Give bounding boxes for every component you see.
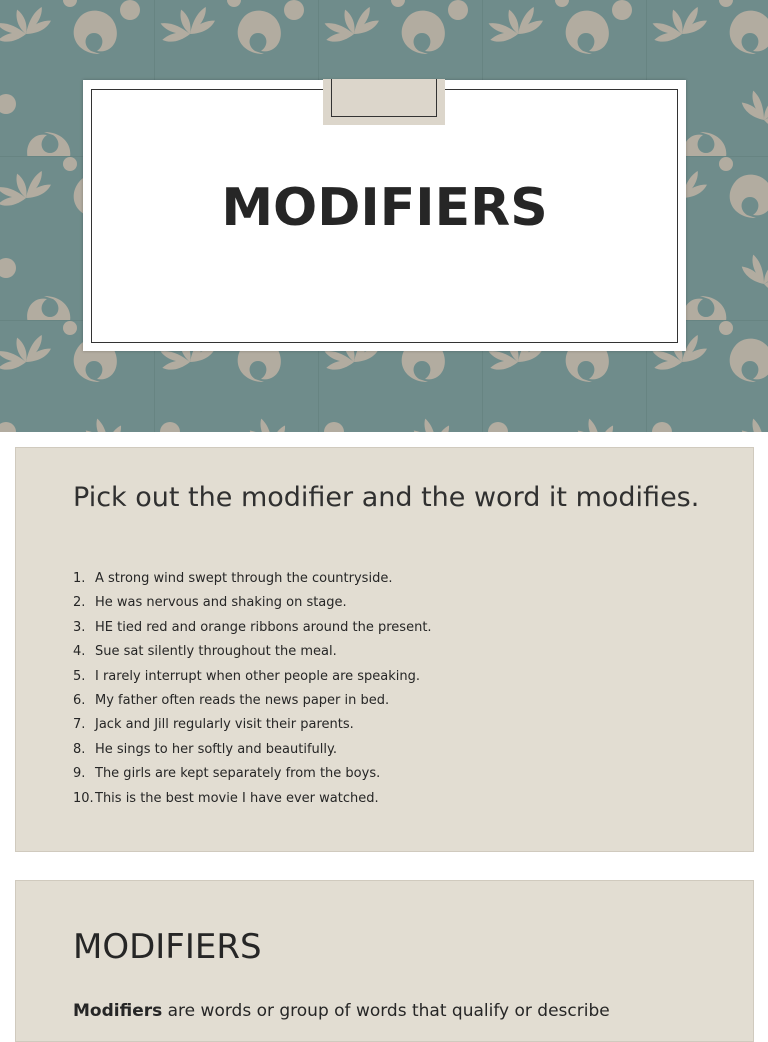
definition-slide <box>15 880 754 1042</box>
definition-heading: MODIFIERS <box>73 927 262 967</box>
exercise-item-text: HE tied red and orange ribbons around the present. <box>95 619 432 635</box>
exercise-item-text: A strong wind swept through the countryside. <box>95 571 393 586</box>
exercise-list <box>73 567 432 811</box>
exercise-item <box>73 567 432 591</box>
exercise-item <box>73 665 432 689</box>
exercise-item-text: Sue sat silently throughout the meal. <box>95 644 337 660</box>
slide-title: MODIFIERS <box>221 178 548 238</box>
exercise-heading: Pick out the modifier and the word it modifies. <box>73 482 700 513</box>
title-tab-inner <box>331 79 437 117</box>
exercise-item-number: 5. <box>73 668 86 684</box>
exercise-item-number: 7. <box>73 717 86 733</box>
title-tab-decoration <box>323 79 445 125</box>
exercise-item <box>73 762 432 786</box>
exercise-item-number: 10. <box>73 790 94 806</box>
definition-term: Modifiers <box>73 1001 163 1021</box>
exercise-item-number: 3. <box>73 619 86 635</box>
title-card <box>83 80 686 351</box>
exercise-item-text: My father often reads the news paper in bed. <box>95 692 390 708</box>
exercise-item-text: The girls are kept separately from the boys. <box>95 766 381 782</box>
exercise-item-number: 1. <box>73 571 86 586</box>
exercise-item <box>73 713 432 737</box>
exercise-item <box>73 738 432 762</box>
exercise-item-text: Jack and Jill regularly visit their parents. <box>95 717 354 733</box>
exercise-item-text: I rarely interrupt when other people are speaking. <box>95 668 421 684</box>
exercise-item <box>73 640 432 664</box>
title-slide <box>0 0 768 432</box>
exercise-item-text: He was nervous and shaking on stage. <box>95 595 347 611</box>
exercise-slide <box>15 447 754 852</box>
exercise-item-number: 4. <box>73 644 86 660</box>
exercise-item <box>73 787 432 811</box>
exercise-item-text: This is the best movie I have ever watched. <box>95 790 379 806</box>
definition-text <box>73 1001 610 1021</box>
exercise-item-number: 6. <box>73 692 86 708</box>
exercise-item-number: 9. <box>73 766 86 782</box>
definition-body: are words or group of words that qualify or describe <box>162 1001 610 1021</box>
exercise-item-number: 2. <box>73 595 86 611</box>
exercise-item-number: 8. <box>73 741 86 757</box>
exercise-item <box>73 616 432 640</box>
exercise-item <box>73 591 432 615</box>
exercise-item <box>73 689 432 713</box>
exercise-item-text: He sings to her softly and beautifully. <box>95 741 337 757</box>
